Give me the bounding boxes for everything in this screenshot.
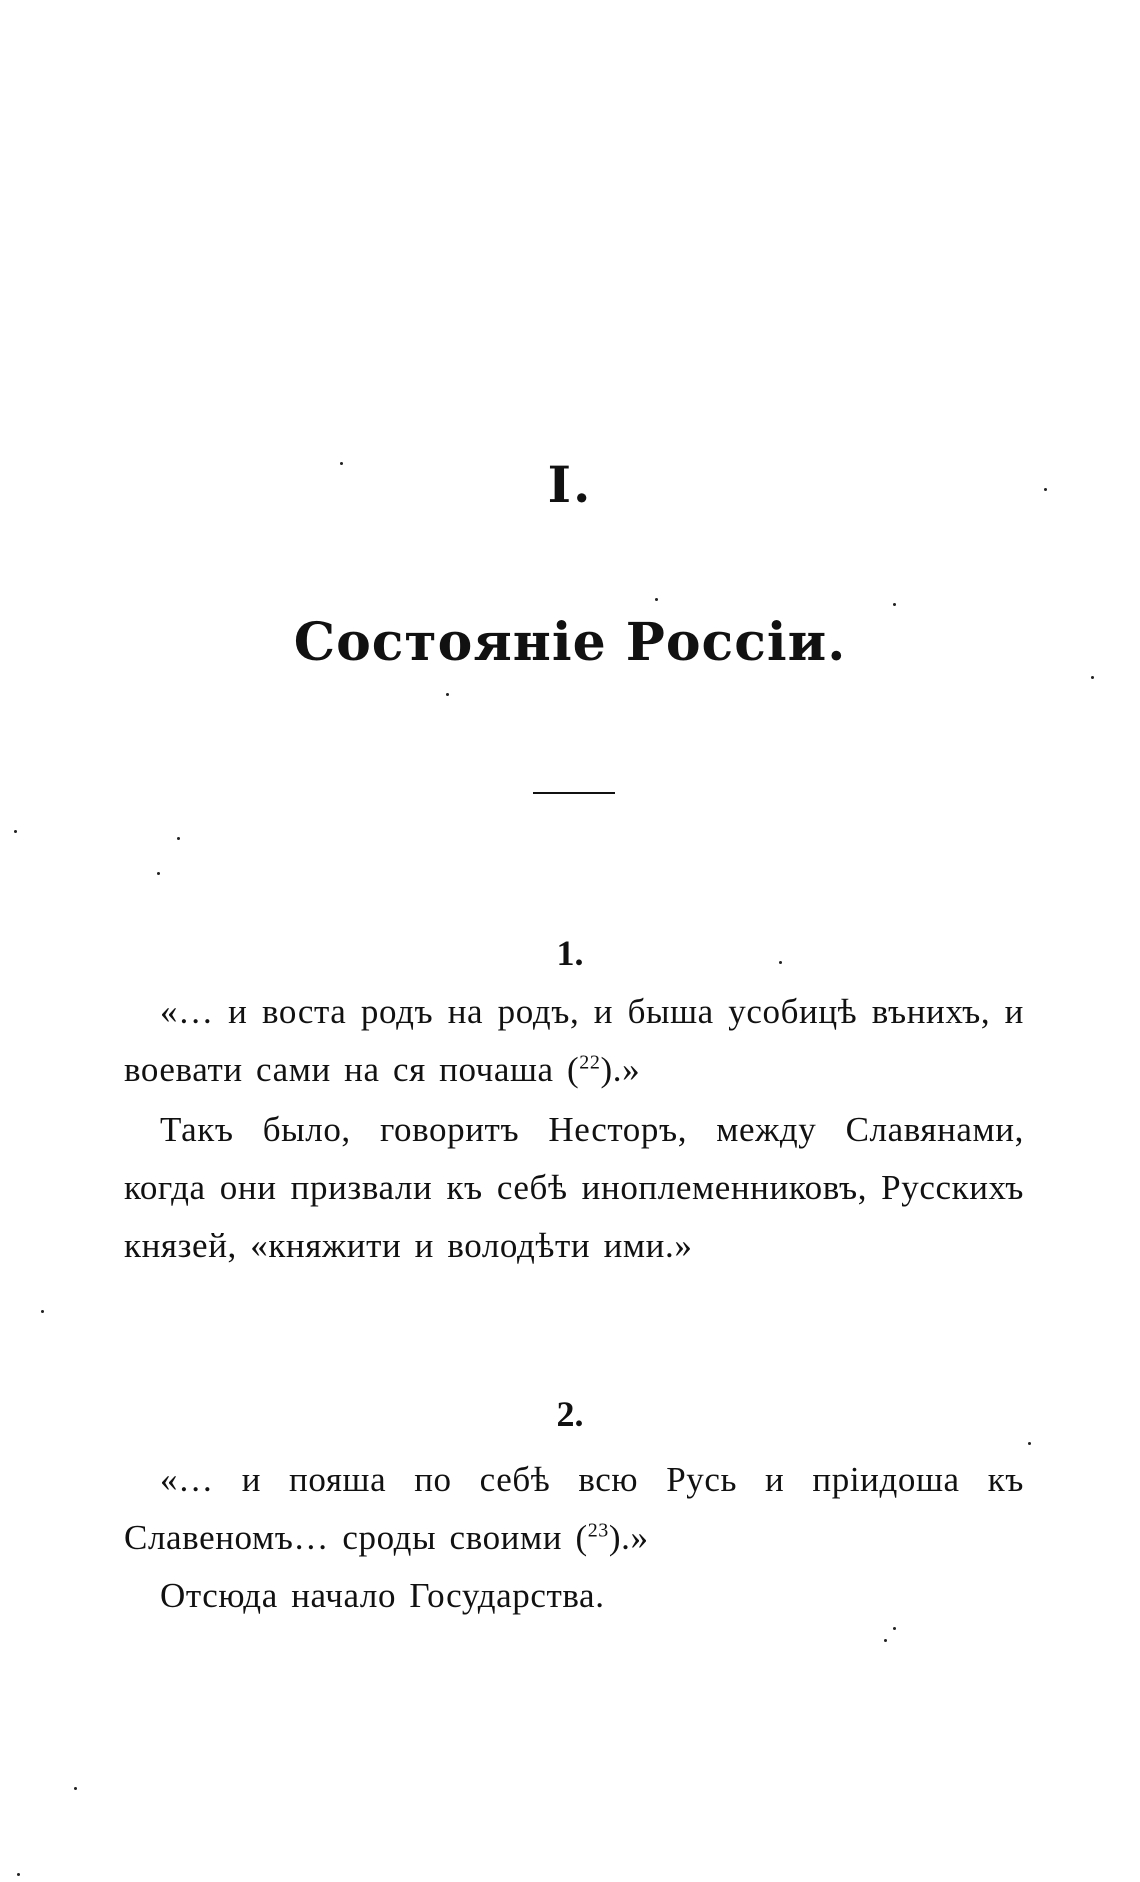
quote-close: ).» bbox=[608, 1518, 649, 1557]
scan-speck bbox=[177, 837, 180, 840]
scan-speck bbox=[41, 1310, 44, 1313]
footnote-ref-22: 22 bbox=[579, 1051, 601, 1074]
scan-speck bbox=[74, 1787, 77, 1790]
scan-speck bbox=[655, 598, 658, 601]
quote-text: «… и пояша по себѣ всю Русь и пріидоша къ Славеномъ… сроды своими ( bbox=[124, 1460, 1024, 1557]
quote-close: ).» bbox=[600, 1050, 641, 1089]
chapter-title: Состояніе Россіи. bbox=[293, 612, 847, 673]
chapter-number: I. bbox=[547, 455, 593, 514]
section-number-1: 1. bbox=[556, 933, 584, 973]
body-paragraph-1: Такъ было, говоритъ Несторъ, между Славянами, когда они призвали къ себѣ иноплеменниковъ, Русскихъ князей, «княжити и володѣти ими.» bbox=[124, 1110, 1024, 1265]
scan-speck bbox=[893, 1627, 896, 1630]
scan-speck bbox=[14, 830, 17, 833]
quote-paragraph-2 bbox=[124, 1451, 1024, 1567]
scan-speck bbox=[1091, 676, 1094, 679]
section-number-2: 2. bbox=[556, 1394, 584, 1434]
quote-text: «… и воста родъ на родъ, и быша усобицѣ вънихъ, и воевати сами на ся почаша ( bbox=[124, 992, 1024, 1089]
scan-speck bbox=[446, 693, 449, 696]
quote-paragraph-1 bbox=[124, 983, 1024, 1099]
scan-speck bbox=[1028, 1442, 1031, 1445]
footnote-ref-23: 23 bbox=[587, 1519, 609, 1542]
scan-speck bbox=[157, 872, 160, 875]
scan-speck bbox=[340, 462, 343, 465]
title-divider bbox=[533, 792, 615, 794]
scan-speck bbox=[893, 603, 896, 606]
body-paragraph-2: Отсюда начало Государства. bbox=[160, 1576, 605, 1615]
scan-speck bbox=[1044, 488, 1047, 491]
scan-speck bbox=[779, 961, 782, 964]
scan-speck bbox=[884, 1639, 887, 1642]
scan-speck bbox=[17, 1873, 20, 1876]
